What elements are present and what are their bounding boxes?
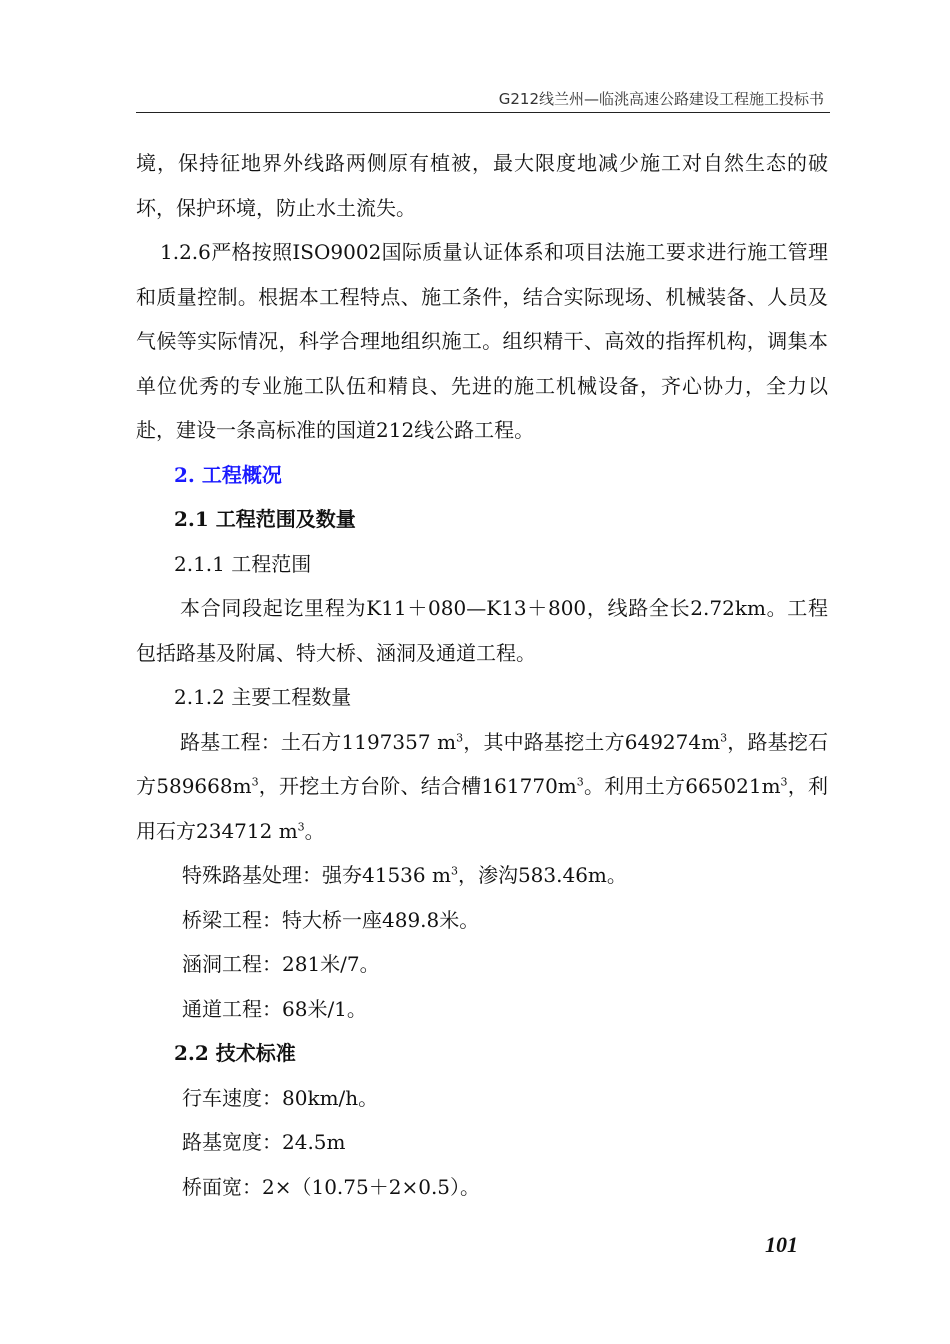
paragraph-scope: 本合同段起讫里程为K11＋080—K13＋800，线路全长2.72km。工程包括路基及附属、特大桥、涵洞及通道工程。 [136,596,828,665]
paragraph-subgrade-quantities: 路基工程：土石方1197357 $m^3$，其中路基挖土方$649274m^3$，路基挖石方$589668m^3$，开挖土方台阶、结合槽$161770m^3$。利用土方$665021m^3$，利用石方234712 $m^3$。 [136,729,829,843]
paragraph-subgrade-width: 路基宽度：24.5m [182,1130,346,1154]
page-header [136,84,830,113]
paragraph-culvert: 涵洞工程：281米/7。 [182,952,380,976]
page-number: 101 [765,1232,798,1257]
header-title: G212线兰州—临洮高速公路建设工程施工投标书 [498,90,824,108]
document-body [136,141,828,1209]
paragraph-speed: 行车速度：80km/h。 [182,1085,379,1110]
section-heading-overview: 2. 工程概况 [174,462,282,487]
subsection-heading-scope: 2.1 工程范围及数量 [174,507,356,531]
subsubsection-heading-scope: 2.1.1 工程范围 [174,551,312,576]
paragraph-environment: 境，保持征地界外线路两侧原有植被，最大限度地减少施工对自然生态的破坏，保护环境，防止水土流失。 [136,151,828,220]
paragraph-passage: 通道工程：68米/1。 [182,996,367,1021]
paragraph-deck-width: 桥面宽：2×（10.75＋2×0.5）。 [182,1174,481,1199]
paragraph-special-subgrade: 特殊路基处理：强夯41536 $m^3$，渗沟583.46m。 [182,863,627,887]
subsection-heading-standards: 2.2 技术标准 [174,1041,296,1065]
paragraph-bridge: 桥梁工程：特大桥一座489.8米。 [182,907,480,932]
paragraph-quality-control: 1.2.6严格按照ISO9002国际质量认证体系和项目法施工要求进行施工管理和质量控制。根据本工程特点、施工条件，结合实际现场、机械装备、人员及气候等实际情况，科学合理地组织施工。组织精干、高效的指挥机构，调集本单位优秀的专业施工队伍和精良、先进的施工机械设备，齐心协力，全力以赴，建设一条高标准的国道212线公路工程。 [136,240,828,442]
subsubsection-heading-quantities: 2.1.2 主要工程数量 [174,685,352,709]
